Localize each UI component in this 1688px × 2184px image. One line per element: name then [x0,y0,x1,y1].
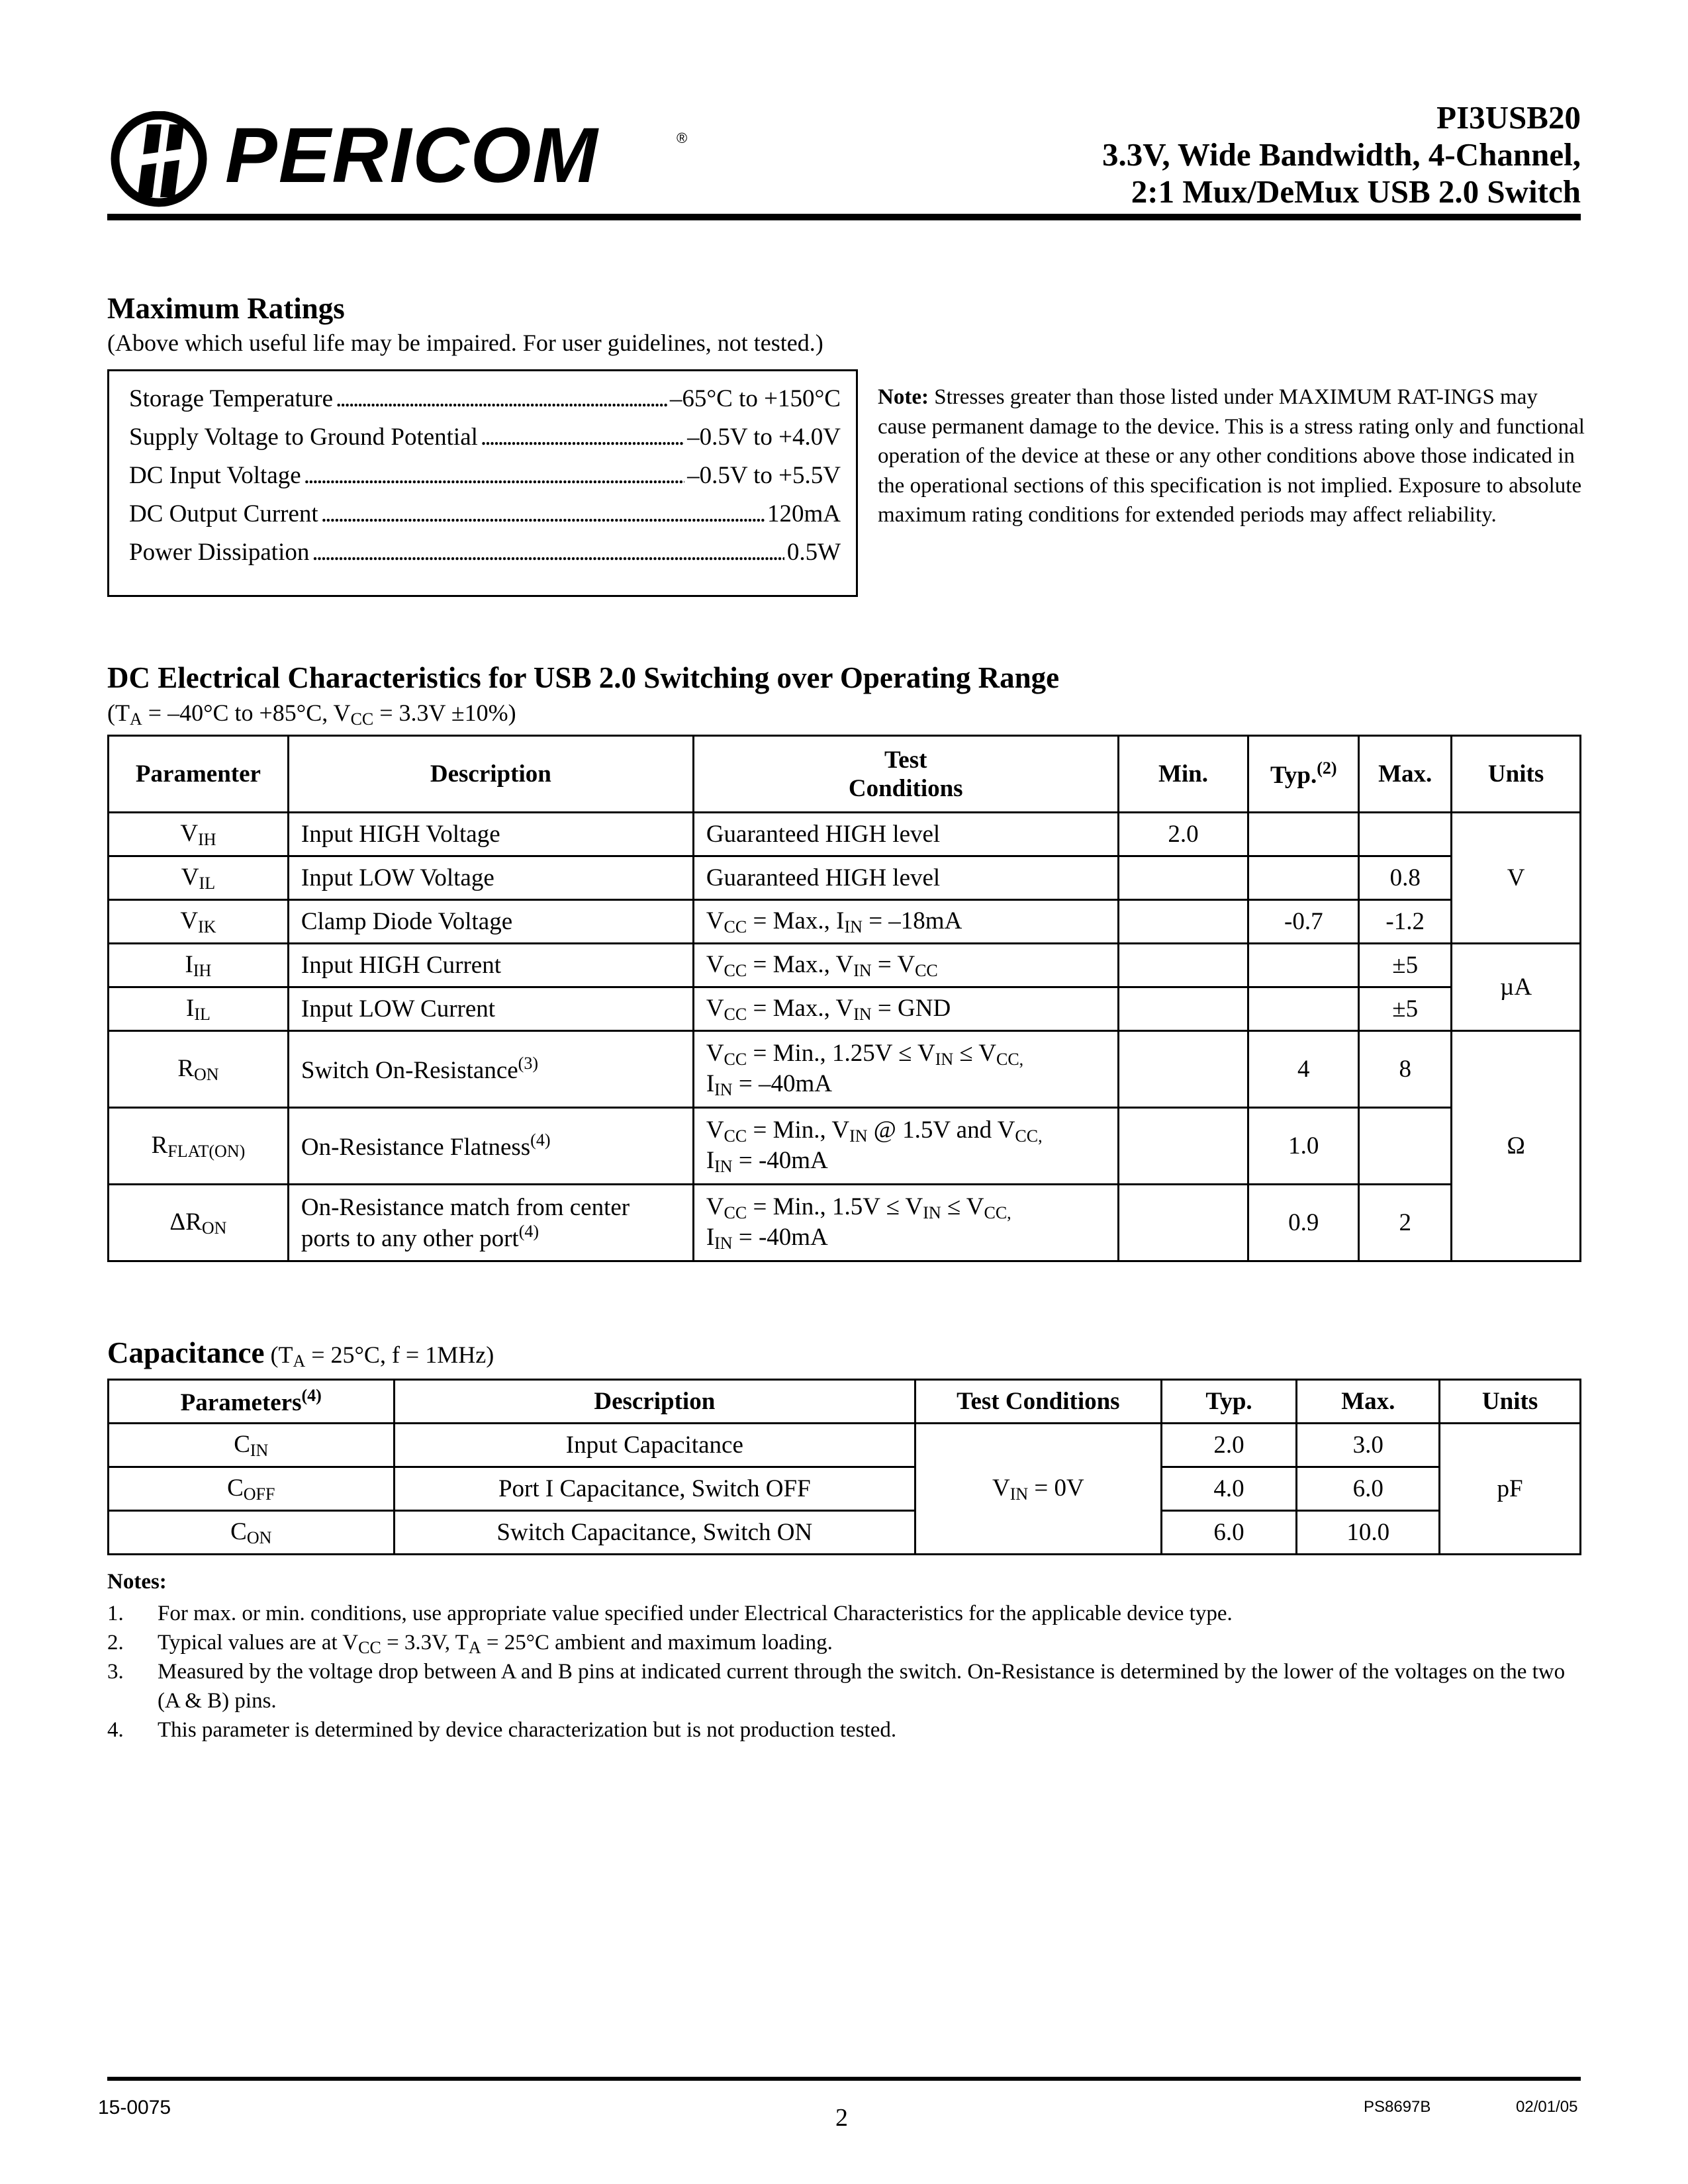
typ-cell [1248,944,1359,987]
typ-cell [1248,813,1359,856]
param-cell: $V_{IK}$ [109,900,289,944]
table-row [109,987,1581,1031]
table-row [109,1031,1581,1108]
max-cell: 10.0 [1297,1511,1440,1555]
typ-cell: 2.0 [1161,1424,1297,1467]
rating-row [129,385,841,418]
min-cell: 2.0 [1118,813,1248,856]
min-cell [1118,856,1248,900]
param-cell: $V_{IL}$ [109,856,289,900]
test-cell: $V_{CC}$ = Max., $V_{IN}$ = GND [693,987,1118,1031]
pericom-logo-mark-icon [106,111,218,210]
min-cell [1118,944,1248,987]
typ-cell [1248,987,1359,1031]
title-line-2: 3.3V, Wide Bandwidth, 4-Channel, [1102,136,1581,173]
min-cell [1118,900,1248,944]
max-ratings-box [107,369,858,597]
param-cell: $C_{ON}$ [109,1511,395,1555]
header-units: Units [1452,736,1581,813]
typ-cell: 1.0 [1248,1108,1359,1185]
param-cell: $C_{OFF}$ [109,1467,395,1511]
desc-cell: Input HIGH Current [288,944,693,987]
note-label: Note: [878,385,929,409]
desc-cell: Port I Capacitance, Switch OFF [394,1467,915,1511]
header-parameter: Paramenter [109,736,289,813]
test-cell: $V_{CC}$ = Max., $I_{IN} = -18mA$ [693,900,1118,944]
rating-value: 0.5W [786,539,841,566]
desc-cell: Input Capacitance [394,1424,915,1467]
test-cell: $V_{CC}$ = Min., $1.5V \le V_{IN} \le V_{CC,}$ $I_{IN} = -40mA$ [693,1185,1118,1261]
table-header-row [109,1380,1581,1424]
rating-row [129,423,841,456]
units-cell: Ω [1452,1031,1581,1261]
param-cell: $I_{IH}$ [109,944,289,987]
table-row [109,1467,1581,1511]
max-cell: 0.8 [1359,856,1452,900]
desc-cell: On-Resistance match from center ports to any other port$^{(4)}$ [288,1185,693,1261]
param-cell: $V_{IH}$ [109,813,289,856]
typ-cell [1248,856,1359,900]
rating-label: DC Input Voltage [129,462,301,489]
header-test-conditions: Test Conditions [693,736,1118,813]
header-max: Max. [1297,1380,1440,1424]
param-cell: $I_{IL}$ [109,987,289,1031]
part-number: PI3USB20 [1436,99,1581,136]
notes-title: Notes: [107,1570,167,1594]
desc-cell: Input LOW Voltage [288,856,693,900]
max-cell: -1.2 [1359,900,1452,944]
typ-cell: 6.0 [1161,1511,1297,1555]
footer-rule [107,2077,1581,2081]
max-cell: 6.0 [1297,1467,1440,1511]
document-title [1102,99,1581,210]
param-cell: $\Delta R_{ON}$ [109,1185,289,1261]
max-cell: 3.0 [1297,1424,1440,1467]
header-typ: Typ.$^{(2)}$ [1248,736,1359,813]
rating-label: Supply Voltage to Ground Potential [129,424,478,451]
test-cell: Guaranteed HIGH level [693,813,1118,856]
units-cell: V [1452,813,1581,944]
header-typ: Typ. [1161,1380,1297,1424]
typ-cell: 0.9 [1248,1185,1359,1261]
param-cell: $R_{ON}$ [109,1031,289,1108]
table-row [109,856,1581,900]
max-ratings-subtitle: (Above which useful life may be impaired. For user guidelines, not tested.) [107,330,823,356]
rating-value: –65°C to +150°C [669,385,841,412]
rating-label: Storage Temperature [129,385,334,412]
header-description: Description [394,1380,915,1424]
header-test-conditions: Test Conditions [915,1380,1162,1424]
rating-value: 120mA [767,500,841,527]
table-row [109,813,1581,856]
max-cell: 2 [1359,1185,1452,1261]
min-cell [1118,1031,1248,1108]
max-cell [1359,813,1452,856]
min-cell [1118,987,1248,1031]
param-cell: $R_{FLAT(ON)}$ [109,1108,289,1185]
note-text: Stresses greater than those listed under MAXIMUM RAT-INGS may cause permanent damage to the device. This is a stress rating only and functional operation of the device at these or any other conditions above those indicated in the operational sections of this specification is not implied. Exposure to absolute maximum rating conditions for extended periods may affect reliability. [878,385,1585,527]
min-cell [1118,1108,1248,1185]
rating-row [129,538,841,571]
logo-wordmark: PERICOM [225,112,599,199]
header-max: Max. [1359,736,1452,813]
title-line-3: 2:1 Mux/DeMux USB 2.0 Switch [1131,173,1581,210]
dc-characteristics-table [107,735,1581,1262]
table-row [109,1185,1581,1261]
test-cell: Guaranteed HIGH level [693,856,1118,900]
desc-cell: Switch On-Resistance$^{(3)}$ [288,1031,693,1108]
test-cell: $V_{CC}$ = Max., $V_{IN} = V_{CC}$ [693,944,1118,987]
max-cell: ±5 [1359,944,1452,987]
rating-label: Power Dissipation [129,539,310,566]
pericom-logo [106,111,702,217]
units-cell: pF [1440,1424,1581,1555]
table-header-row [109,736,1581,813]
header-min: Min. [1118,736,1248,813]
rating-row [129,461,841,494]
table-row [109,900,1581,944]
rating-row [129,500,841,533]
capacitance-table [107,1379,1581,1555]
test-cell: $V_{CC}$ = Min., $V_{IN}$ @ 1.5V and $V_{CC,}$ $I_{IN} = -40mA$ [693,1108,1118,1185]
table-row [109,944,1581,987]
footer-ps-number: PS8697B [1364,2098,1431,2116]
desc-cell: Input LOW Current [288,987,693,1031]
table-row [109,1108,1581,1185]
page-number: 2 [835,2104,848,2132]
units-cell: µA [1452,944,1581,1031]
footer-doc-number: 15-0075 [98,2097,171,2118]
dc-characteristics-title: DC Electrical Characteristics for USB 2.0 Switching over Operating Range [107,661,1060,694]
table-row [109,1511,1581,1555]
dc-conditions: ($T_A = -40^\circ C$ to +85°C, $V_{CC} = 3.3V \pm 10\%$) [107,700,516,729]
min-cell [1118,1185,1248,1261]
max-cell [1359,1108,1452,1185]
max-cell: ±5 [1359,987,1452,1031]
typ-cell: 4.0 [1161,1467,1297,1511]
desc-cell: Clamp Diode Voltage [288,900,693,944]
footer-date: 02/01/05 [1516,2098,1578,2116]
test-cell: $V_{IN} = 0V$ [915,1424,1162,1555]
max-ratings-note [878,383,1586,530]
rating-label: DC Output Current [129,500,318,527]
header-rule [107,214,1581,220]
header-description: Description [288,736,693,813]
typ-cell: -0.7 [1248,900,1359,944]
rating-value: –0.5V to +4.0V [687,424,841,451]
desc-cell: Input HIGH Voltage [288,813,693,856]
test-cell: $V_{CC}$ = Min., $1.25V \le V_{IN} \le V_{CC,}$ $I_{IN} = -40mA$ [693,1031,1118,1108]
registered-mark: ® [677,130,688,146]
desc-cell: On-Resistance Flatness$^{(4)}$ [288,1108,693,1185]
max-ratings-title: Maximum Ratings [107,292,345,325]
table-row [109,1424,1581,1467]
header-parameters: Parameters$^{(4)}$ [109,1380,395,1424]
desc-cell: Switch Capacitance, Switch ON [394,1511,915,1555]
typ-cell: 4 [1248,1031,1359,1108]
rating-value: –0.5V to +5.5V [687,462,841,489]
capacitance-title: Capacitance ($T_A = 25^\circ C$, f = 1MHz) [107,1336,494,1371]
header-units: Units [1440,1380,1581,1424]
param-cell: $C_{IN}$ [109,1424,395,1467]
max-cell: 8 [1359,1031,1452,1108]
